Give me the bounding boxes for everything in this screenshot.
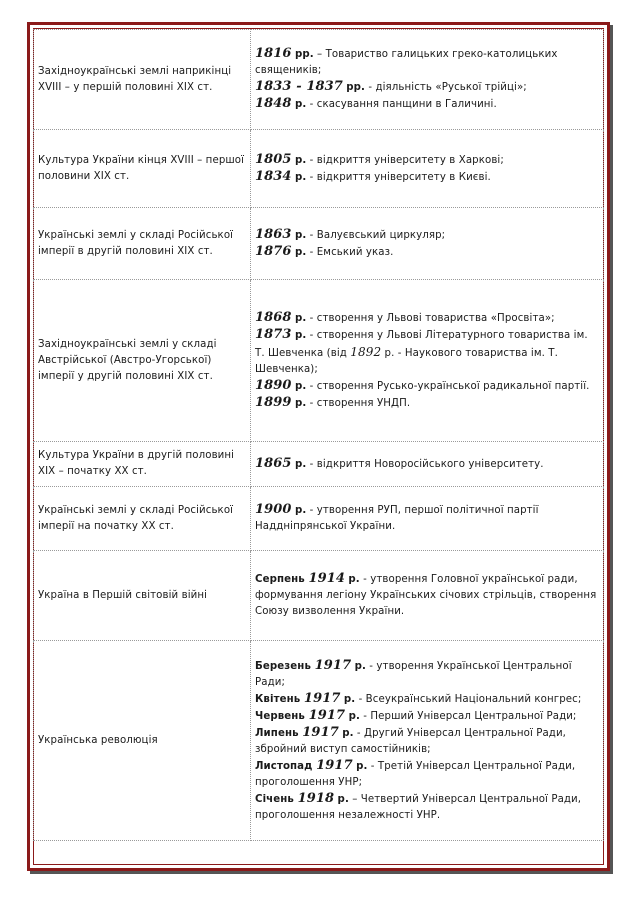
event-item <box>255 46 599 79</box>
event-item <box>255 708 599 725</box>
event-year-suffix: р. <box>294 505 307 516</box>
event-year: 1917 <box>302 724 339 740</box>
chronology-table <box>33 29 604 841</box>
event-year: 1914 <box>308 571 346 586</box>
topic-cell: Західноукраїнські землі наприкінці XVIII – у першій половині XIX ст. <box>34 30 251 130</box>
event-year-suffix: р. <box>356 760 368 772</box>
event-year: 1868 <box>255 309 292 325</box>
event-year-suffix: р. <box>337 793 349 805</box>
topic-cell: Українські землі у складі Російської імперії в другій половині XIX ст. <box>34 208 251 280</box>
event-year-suffix: рр. <box>346 82 366 93</box>
event-item <box>255 571 599 620</box>
event-text: - відкриття університету в Києві. <box>306 171 491 183</box>
event-year-suffix: р. <box>294 458 307 470</box>
events-cell <box>251 442 604 487</box>
event-text: - створення у Львові Літературного товариства ім. Т. Шевченка (від <box>255 329 588 359</box>
event-text: - Третій Універсал Центральної Ради, проголошення УНР; <box>255 760 576 788</box>
event-month: Липень <box>255 727 303 739</box>
event-item <box>255 456 599 473</box>
events-cell <box>251 208 604 280</box>
event-item <box>255 502 599 535</box>
event-item <box>255 658 599 691</box>
table-row <box>34 280 604 442</box>
event-item <box>255 152 599 169</box>
event-year-suffix: р. <box>354 660 366 672</box>
event-text: - утворення Української Центральної Ради; <box>255 660 572 688</box>
event-item <box>255 79 599 96</box>
event-month: Червень <box>255 710 309 722</box>
event-year: 1805 <box>255 151 292 167</box>
event-year-suffix: р. <box>294 171 307 183</box>
event-year-suffix: р. <box>343 693 356 705</box>
event-month: Квітень <box>255 693 304 705</box>
events-cell <box>251 30 604 130</box>
event-text: - Всеукраїнський Національний конгрес; <box>355 693 582 705</box>
event-item <box>255 395 599 412</box>
event-item <box>255 378 599 395</box>
table-row <box>34 641 604 841</box>
event-year: 1863 <box>255 226 292 242</box>
event-year-suffix: р. <box>294 154 307 166</box>
event-item <box>255 244 599 261</box>
event-year: 1833 - 1837 <box>255 79 343 94</box>
topic-cell: Україна в Першій світовій війні <box>34 551 251 641</box>
event-year-suffix: р. <box>294 397 307 409</box>
event-year: 1876 <box>255 243 292 259</box>
event-year-suffix: р. <box>348 710 360 722</box>
table-row <box>34 208 604 280</box>
topic-cell: Західноукраїнські землі у складі Австрійської (Австро-Угорської) імперії у другій половині XIX ст. <box>34 280 251 442</box>
event-year: 1865 <box>255 455 292 471</box>
event-text: – Товариство галицьких греко-католицьких священиків; <box>255 49 558 76</box>
event-item <box>255 327 599 378</box>
event-text: - скасування панщини в Галичині. <box>306 99 497 110</box>
event-year-suffix: р. <box>294 329 307 341</box>
event-text: - Емський указ. <box>306 246 394 258</box>
event-text-continued: р. - Наукового товариства ім. Т. Шевченка); <box>255 347 558 375</box>
topic-cell: Культура України в другій половині XIX – початку XX ст. <box>34 442 251 487</box>
events-cell <box>251 280 604 442</box>
event-text: - створення Русько-української радикальної партії. <box>306 380 590 392</box>
topic-cell: Українські землі у складі Російської імперії на початку XX ст. <box>34 487 251 551</box>
event-text: - утворення РУП, першої політичної партії Наддніпрянської України. <box>255 505 539 532</box>
event-text: - створення УНДП. <box>306 397 411 409</box>
event-year-secondary: 1892 <box>350 344 382 359</box>
event-year: 1834 <box>255 168 292 184</box>
topic-cell: Культура України кінця XVIII – першої половини XIX ст. <box>34 130 251 208</box>
event-year: 1890 <box>255 377 292 393</box>
event-text: – Четвертий Універсал Центральної Ради, проголошення незалежності УНР. <box>255 793 582 821</box>
events-cell <box>251 487 604 551</box>
events-cell <box>251 641 604 841</box>
event-year: 1917 <box>314 657 352 673</box>
event-item <box>255 96 599 113</box>
event-year-suffix: р. <box>342 727 354 739</box>
event-month: Листопад <box>255 760 317 772</box>
table-row <box>34 487 604 551</box>
table-row <box>34 30 604 130</box>
event-year-suffix: р. <box>348 574 360 585</box>
event-item <box>255 169 599 186</box>
event-text: - Перший Універсал Центральної Ради; <box>359 710 577 722</box>
event-year: 1899 <box>255 394 292 410</box>
event-text: - відкриття університету в Харкові; <box>306 154 504 166</box>
event-year-suffix: р. <box>294 312 307 324</box>
table-row <box>34 551 604 641</box>
event-text: - Валуєвський циркуляр; <box>306 229 446 241</box>
event-year-suffix: р. <box>294 246 307 258</box>
topic-cell: Українська революція <box>34 641 251 841</box>
event-item <box>255 310 599 327</box>
event-text: - Другий Універсал Центральної Ради, збройний виступ самостійників; <box>255 727 567 755</box>
event-month: Січень <box>255 793 298 805</box>
event-item <box>255 791 599 824</box>
event-text: - відкриття Новоросійського університету. <box>306 458 544 470</box>
event-year: 1848 <box>255 96 292 111</box>
event-month: Серпень <box>255 574 309 585</box>
event-year-suffix: рр. <box>294 49 314 60</box>
event-year: 1816 <box>255 46 292 61</box>
event-year: 1873 <box>255 326 292 342</box>
event-year: 1917 <box>303 690 341 706</box>
event-month: Березень <box>255 660 315 672</box>
event-year: 1917 <box>316 757 353 773</box>
event-item <box>255 725 599 758</box>
event-year: 1918 <box>297 790 335 806</box>
event-year-suffix: р. <box>294 229 307 241</box>
events-cell <box>251 551 604 641</box>
event-year: 1917 <box>308 707 346 723</box>
event-year-suffix: р. <box>294 380 307 392</box>
event-year-suffix: р. <box>294 99 307 110</box>
event-year: 1900 <box>255 502 292 517</box>
table-row <box>34 130 604 208</box>
event-item <box>255 758 599 791</box>
event-text: - утворення Головної української ради, формування легіону Українських січових стрільців, створення Союзу визволення України. <box>255 574 597 617</box>
event-text: - створення у Львові товариства «Просвіта»; <box>306 312 555 324</box>
events-cell <box>251 130 604 208</box>
event-item <box>255 691 599 708</box>
event-text: - діяльність «Руської трійці»; <box>365 82 527 93</box>
table-row <box>34 442 604 487</box>
event-item <box>255 227 599 244</box>
